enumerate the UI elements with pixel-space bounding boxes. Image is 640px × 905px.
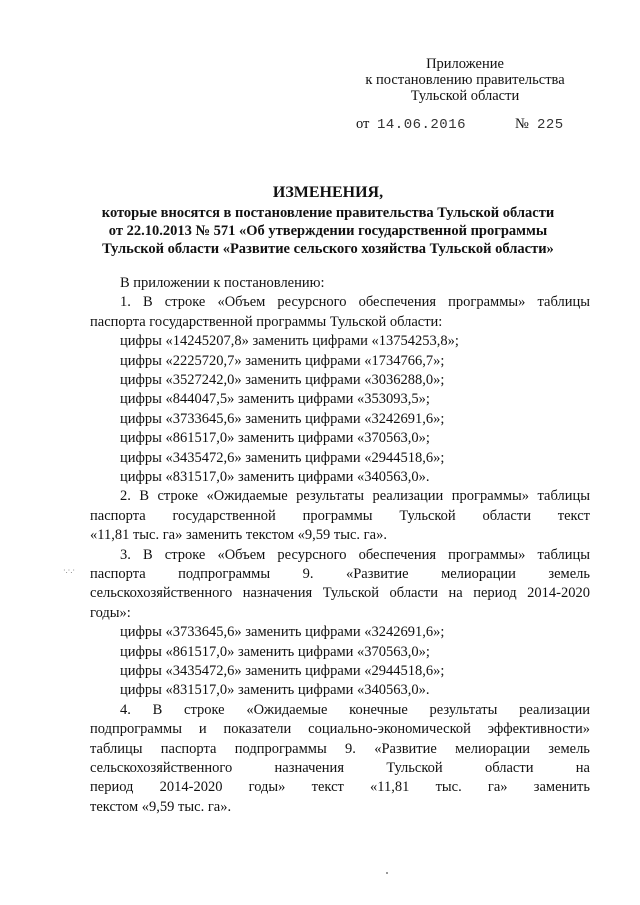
- word: на: [448, 585, 463, 602]
- p1-items: [90, 332, 590, 487]
- p2-line-1: [90, 487, 590, 506]
- margin-scan-mark: ·.·.·: [63, 566, 75, 575]
- list-item: цифры «3435472,6» заменить цифрами «2944518,6»;: [120, 662, 445, 679]
- doc-number-stamp: 225: [537, 117, 564, 133]
- word: Тульской: [399, 507, 456, 524]
- appendix-line-2: к постановлению правительства: [365, 72, 565, 88]
- word: паспорта: [160, 740, 217, 757]
- document-body: [90, 274, 590, 817]
- word: подпрограммы: [90, 721, 182, 738]
- list-item: цифры «831517,0» заменить цифрами «340563,0».: [120, 682, 430, 699]
- word: Тульской: [386, 759, 443, 776]
- word: строке: [184, 701, 225, 718]
- heading-main: ИЗМЕНЕНИЯ,: [272, 184, 384, 201]
- word: строке: [164, 546, 206, 563]
- p1-line-2: паспорта государственной программы Тульской области:: [90, 313, 443, 330]
- word: заменить: [533, 779, 590, 796]
- word: эффективности»: [487, 721, 590, 738]
- p3-line-1: [90, 546, 590, 565]
- intro-paragraph: В приложении к постановлению:: [120, 275, 325, 291]
- list-item: цифры «3733645,6» заменить цифрами «3242691,6»;: [120, 410, 445, 427]
- word: «11,81: [370, 779, 410, 796]
- word: В: [152, 701, 163, 718]
- list-item: цифры «844047,5» заменить цифрами «353093,5»;: [120, 391, 430, 408]
- word: 9.: [345, 740, 356, 757]
- word: результаты: [296, 488, 364, 505]
- appendix-header: [350, 56, 580, 104]
- p4-line-3: [90, 740, 590, 759]
- word: показатели: [223, 721, 292, 738]
- word: «Развитие: [345, 565, 409, 582]
- word: программы»: [451, 488, 530, 505]
- word: В: [139, 488, 150, 505]
- word: текст: [311, 779, 344, 796]
- heading-line-1: которые вносятся в постановление правительства Тульской области: [101, 205, 555, 221]
- word: тыс.: [435, 779, 462, 796]
- word: 2014-2020: [527, 585, 590, 602]
- word: «Объем: [217, 546, 266, 563]
- word: Тульской: [322, 585, 380, 602]
- word: ресурсного: [277, 294, 347, 311]
- p4-line-6: текстом «9,59 тыс. га».: [90, 798, 232, 815]
- word: земель: [548, 565, 590, 582]
- word: ресурсного: [277, 546, 347, 563]
- p3-line-3: [90, 584, 590, 603]
- doc-date-stamp: 14.06.2016: [377, 117, 467, 133]
- word: таблицы: [90, 740, 143, 757]
- word: период: [473, 585, 517, 602]
- appendix-line-3: Тульской области: [410, 88, 520, 104]
- word: «Ожидаемые: [206, 488, 288, 505]
- word: на: [575, 759, 590, 776]
- word: 2014-2020: [159, 779, 223, 796]
- list-item: цифры «3527242,0» заменить цифрами «3036288,0»;: [120, 371, 445, 388]
- word: текст: [557, 507, 590, 524]
- word: области: [482, 507, 531, 524]
- word: назначения: [242, 585, 313, 602]
- p4-line-5: [90, 778, 590, 797]
- p4-line-4: [90, 759, 590, 778]
- word: В: [142, 546, 153, 563]
- word: результаты: [429, 701, 498, 718]
- word: земель: [548, 740, 590, 757]
- word: области: [389, 585, 439, 602]
- word: социально-экономической: [308, 721, 471, 738]
- list-item: цифры «14245207,8» заменить цифрами «13754253,8»;: [120, 333, 459, 350]
- word: таблицы: [537, 546, 590, 563]
- word: строке: [157, 488, 199, 505]
- heading-line-2: от 22.10.2013 № 571 «Об утверждении государственной программы: [108, 223, 548, 239]
- word: области: [484, 759, 534, 776]
- list-item: цифры «3733645,6» заменить цифрами «3242691,6»;: [120, 624, 445, 641]
- word: строке: [164, 294, 206, 311]
- list-item: цифры «831517,0» заменить цифрами «340563,0».: [120, 468, 430, 485]
- heading-line-3: Тульской области «Развитие сельского хозяйства Тульской области»: [102, 241, 554, 257]
- word: паспорта: [90, 565, 146, 582]
- doc-date-prefix: от: [356, 116, 370, 132]
- word: подпрограммы: [234, 740, 327, 757]
- word: реализации: [519, 701, 590, 718]
- word: «Ожидаемые: [246, 701, 328, 718]
- p2-line-2: [90, 507, 590, 526]
- p3-line-4: годы»:: [90, 604, 131, 621]
- p1-line-1: [90, 293, 590, 312]
- word: подпрограммы: [178, 565, 271, 582]
- appendix-line-1: Приложение: [426, 56, 504, 72]
- word: таблицы: [537, 488, 590, 505]
- doc-number-sign: №: [515, 116, 529, 132]
- word: «Объем: [217, 294, 266, 311]
- word: мелиорации: [455, 740, 530, 757]
- word: 1.: [120, 294, 131, 311]
- list-item: цифры «2225720,7» заменить цифрами «1734766,7»;: [120, 352, 445, 369]
- word: таблицы: [537, 294, 590, 311]
- list-item: цифры «3435472,6» заменить цифрами «2944518,6»;: [120, 449, 445, 466]
- p3-items: [90, 623, 590, 701]
- list-item: цифры «861517,0» заменить цифрами «370563,0»;: [120, 430, 430, 447]
- word: 2.: [120, 488, 131, 505]
- word: В: [142, 294, 153, 311]
- scan-speck: [386, 872, 388, 874]
- word: и: [198, 721, 207, 738]
- word: мелиорации: [441, 565, 516, 582]
- p2-line-3: «11,81 тыс. га» заменить текстом «9,59 тыс. га».: [90, 527, 387, 544]
- word: государственной: [172, 507, 276, 524]
- word: назначения: [274, 759, 344, 776]
- p3-line-2: [90, 565, 590, 584]
- word: период: [90, 779, 134, 796]
- word: конечные: [349, 701, 408, 718]
- word: 3.: [120, 546, 131, 563]
- word: сельскохозяйственного: [90, 585, 233, 602]
- word: обеспечения: [358, 546, 437, 563]
- document-heading: [78, 184, 578, 258]
- p4-line-1: [90, 701, 590, 720]
- word: программы»: [448, 294, 526, 311]
- word: сельскохозяйственного: [90, 759, 233, 776]
- word: 4.: [120, 701, 131, 718]
- word: «Развитие: [374, 740, 437, 757]
- p4-line-2: [90, 720, 590, 739]
- word: 9.: [302, 565, 314, 582]
- word: программы: [302, 507, 373, 524]
- word: обеспечения: [358, 294, 437, 311]
- word: га»: [487, 779, 508, 796]
- list-item: цифры «861517,0» заменить цифрами «370563,0»;: [120, 643, 430, 660]
- word: паспорта: [90, 507, 146, 524]
- word: программы»: [448, 546, 526, 563]
- word: реализации: [372, 488, 444, 505]
- word: годы»: [248, 779, 286, 796]
